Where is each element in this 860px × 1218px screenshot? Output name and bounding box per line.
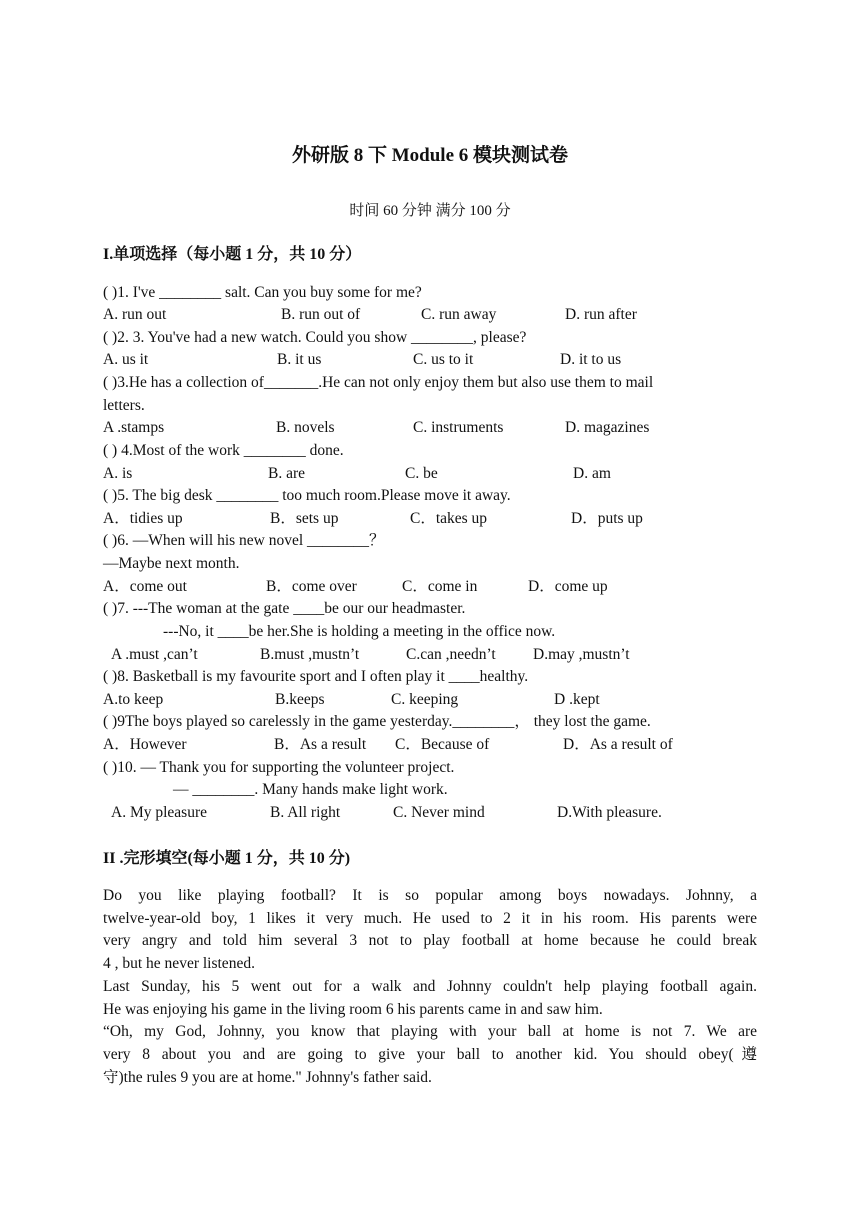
answer-option: A. run out — [103, 306, 167, 323]
answer-option: D．puts up — [571, 510, 643, 527]
answer-option: A．come out — [103, 578, 187, 595]
answer-option: A．However — [103, 736, 187, 753]
question-stem-continued: —Maybe next month. — [103, 555, 240, 572]
answer-option: B．come over — [266, 578, 357, 595]
answer-option: A. is — [103, 465, 133, 482]
answer-option: B. novels — [276, 419, 335, 436]
passage-line: Last Sunday, his 5 went out for a walk and Johnny couldn't help playing football again. — [103, 977, 757, 995]
passage-line: 4 , but he never listened. — [103, 955, 255, 973]
answer-option: B. are — [268, 465, 306, 482]
answer-option: B.must ,mustn’t — [260, 646, 360, 663]
question-stem: ( )3.He has a collection of_______.He can not only enjoy them but also use them to mail — [103, 374, 654, 391]
answer-option: C.can ,needn’t — [406, 646, 496, 663]
answer-option: A .stamps — [103, 419, 165, 436]
passage-line: “Oh, my God, Johnny, you know that playing with your ball at home is not 7. We are — [103, 1023, 757, 1041]
answer-option: C. us to it — [413, 351, 474, 368]
page-title: 外研版 8 下 Module 6 模块测试卷 — [291, 145, 569, 166]
passage-line: He was enjoying his game in the living room 6 his parents came in and saw him. — [103, 1000, 603, 1018]
answer-option: D.With pleasure. — [557, 804, 662, 821]
answer-option: C. keeping — [391, 691, 459, 708]
answer-option: C. run away — [421, 306, 497, 323]
question-stem: ( )6. —When will his new novel ________？ — [103, 532, 385, 549]
answer-option: D.may ,mustn’t — [533, 646, 630, 663]
answer-option: A. My pleasure — [111, 804, 207, 821]
answer-option: A. us it — [103, 351, 149, 368]
question-stem-continued: ---No, it ____be her.She is holding a meeting in the office now. — [163, 623, 556, 640]
answer-option: C．takes up — [410, 510, 488, 527]
question-stem: ( )9The boys played so carelessly in the game yesterday.________， they lost the game. — [103, 713, 651, 730]
answer-option: C. Never mind — [393, 804, 485, 821]
answer-option: C. be — [405, 465, 438, 482]
question-stem: ( )8. Basketball is my favourite sport and I often play it ____healthy. — [103, 668, 529, 685]
question-stem: ( )5. The big desk ________ too much room.Please move it away. — [103, 487, 511, 504]
answer-option: D．come up — [528, 578, 608, 595]
answer-option: D. magazines — [565, 419, 650, 436]
answer-option: C. instruments — [413, 419, 504, 436]
passage-line: Do you like playing football? It is so popular among boys nowadays. Johnny, a — [103, 887, 757, 904]
answer-option: B. run out of — [281, 306, 361, 323]
passage-line: twelve-year-old boy, 1 likes it very much. He used to 2 it in his room. His parents were — [103, 909, 757, 927]
answer-option: C．Because of — [395, 736, 490, 753]
answer-option: D. it to us — [560, 351, 622, 368]
exam-time-info: 时间 60 分钟 满分 100 分 — [349, 203, 511, 219]
answer-option: B. it us — [277, 351, 322, 368]
question-stem: ( )10. — Thank you for supporting the volunteer project. — [103, 759, 455, 776]
answer-option: C．come in — [402, 578, 478, 595]
cloze-paragraph — [103, 885, 757, 1089]
question-stem: ( )2. 3. You've had a new watch. Could you show ________, please? — [103, 329, 527, 346]
passage-line: very 8 about you and are going to give your ball to another kid. You should obey(遵 — [103, 1045, 757, 1063]
passage-line: very angry and told him several 3 not to play football at home because he could break — [103, 932, 757, 950]
answer-option: D .kept — [554, 691, 600, 708]
answer-option: B．sets up — [270, 510, 339, 527]
section-heading-multiple-choice: I.单项选择（每小题 1 分，共 10 分） — [103, 246, 362, 263]
answer-option: B. All right — [270, 804, 341, 821]
section-heading-cloze: II .完形填空(每小题 1 分，共 10 分) — [103, 850, 351, 867]
answer-option: B.keeps — [275, 691, 325, 708]
answer-option: D. run after — [565, 306, 637, 323]
answer-option: A .must ,can’t — [111, 646, 198, 663]
answer-option: D．As a result of — [563, 736, 673, 753]
answer-option: D. am — [573, 465, 611, 482]
answer-option: A.to keep — [103, 691, 164, 708]
question-stem: ( ) 4.Most of the work ________ done. — [103, 442, 344, 459]
answer-option: A．tidies up — [103, 510, 183, 527]
question-stem-continued: letters. — [103, 397, 145, 414]
passage-line: 守)the rules 9 you are at home." Johnny's father said. — [103, 1068, 432, 1086]
question-stem-continued: — ________. Many hands make light work. — [173, 781, 448, 798]
question-stem: ( )1. I've ________ salt. Can you buy some for me? — [103, 284, 422, 301]
question-stem: ( )7. ---The woman at the gate ____be our our headmaster. — [103, 600, 466, 617]
answer-option: B．As a result — [274, 736, 367, 753]
